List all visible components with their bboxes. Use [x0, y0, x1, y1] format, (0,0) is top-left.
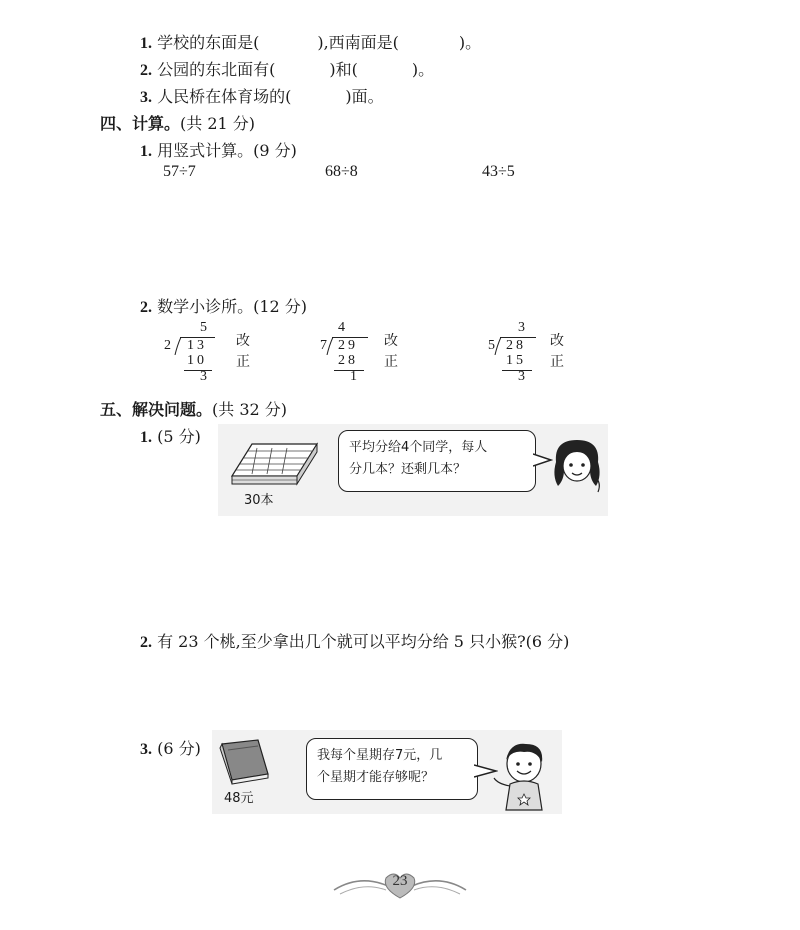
- fix-label-2: 正: [384, 354, 398, 370]
- book-icon: [214, 738, 272, 786]
- question-number: 2.: [140, 634, 152, 651]
- question-text: )。: [458, 33, 482, 52]
- speech-bubble-1: [338, 430, 536, 492]
- fix-label-2: 正: [236, 354, 250, 370]
- divisor: 7: [320, 338, 327, 353]
- question-text: 学校的东面是(: [157, 33, 260, 52]
- section-5-heading: [100, 397, 287, 420]
- divisor: 5: [488, 338, 495, 353]
- subtraction-line: [502, 370, 532, 371]
- problem-5-1: [140, 424, 201, 447]
- division-bracket: [174, 337, 184, 355]
- expr-3: 43÷5: [482, 163, 515, 180]
- problem-5-3: [140, 736, 201, 759]
- page-number: 23: [392, 873, 408, 889]
- section-4-heading: [100, 111, 255, 134]
- book-stack-icon: [222, 436, 322, 488]
- remainder: 3: [518, 369, 525, 384]
- quotient: 5: [200, 320, 207, 335]
- section-title: 四、计算。: [100, 114, 181, 133]
- section-score: (共 32 分): [212, 400, 288, 419]
- bubble-line: 我每个星期存7元，几: [317, 748, 443, 763]
- section-score: (共 21 分): [180, 114, 256, 133]
- question-number: 3.: [140, 89, 152, 106]
- divisor: 2: [164, 338, 171, 353]
- dividend: 13: [187, 338, 207, 353]
- bubble-line: 平均分给4个同学，每人: [349, 440, 488, 455]
- product: 28: [338, 353, 358, 368]
- question-text: 有 23 个桃,至少拿出几个就可以平均分给 5 只小猴?(6 分): [157, 632, 570, 651]
- bubble-line: 分几本？还剩几本？: [349, 462, 467, 477]
- question-text: 用竖式计算。(9 分): [157, 141, 297, 160]
- question-text: 人民桥在体育场的(: [157, 87, 292, 106]
- division-bracket: [494, 337, 504, 355]
- question-score: (5 分): [157, 427, 201, 446]
- question-number: 2.: [140, 62, 152, 79]
- expr-2: 68÷8: [325, 163, 358, 180]
- remainder: 1: [350, 369, 357, 384]
- division-bracket: [326, 337, 336, 355]
- fix-label-1: 改: [236, 333, 250, 349]
- question-text: 数学小诊所。(12 分): [157, 297, 308, 316]
- problem-4-1: [140, 138, 297, 161]
- question-text: )。: [411, 60, 435, 79]
- problem-4-2: [140, 294, 307, 317]
- product: 10: [187, 353, 207, 368]
- girl-icon: [550, 436, 604, 496]
- fix-label-1: 改: [384, 333, 398, 349]
- question-text: ),西南面是(: [317, 33, 399, 52]
- subtraction-line: [184, 370, 212, 371]
- quotient: 3: [518, 320, 525, 335]
- long-division-3: [486, 320, 576, 384]
- bubble-line: 个星期才能存够呢？: [317, 770, 435, 785]
- question-number: 1.: [140, 35, 152, 52]
- remainder: 3: [200, 369, 207, 384]
- section-title: 五、解决问题。: [100, 400, 213, 419]
- question-number: 3.: [140, 741, 152, 758]
- dividend: 29: [338, 338, 358, 353]
- quotient: 4: [338, 320, 345, 335]
- speech-bubble-3: [306, 738, 478, 800]
- fix-label-1: 改: [550, 333, 564, 349]
- books-caption: 30本: [244, 493, 274, 508]
- product: 15: [506, 353, 526, 368]
- question-score: (6 分): [157, 739, 201, 758]
- subtraction-line: [334, 370, 364, 371]
- dividend: 28: [506, 338, 526, 353]
- question-number: 1.: [140, 143, 152, 160]
- question-text: )面。: [345, 87, 384, 106]
- fix-label-2: 正: [550, 354, 564, 370]
- q-bridge: [140, 84, 384, 107]
- question-text: 公园的东北面有(: [157, 60, 276, 79]
- question-number: 2.: [140, 299, 152, 316]
- long-division-1: [160, 320, 250, 384]
- boy-icon: [492, 740, 558, 812]
- expr-1: 57÷7: [163, 163, 196, 180]
- book-caption: 48元: [224, 791, 254, 806]
- problem-5-2: [140, 629, 569, 652]
- long-division-2: [318, 320, 408, 384]
- q-park-northeast: [140, 57, 434, 80]
- question-number: 1.: [140, 429, 152, 446]
- question-text: )和(: [329, 60, 358, 79]
- q-east-school: [140, 30, 481, 53]
